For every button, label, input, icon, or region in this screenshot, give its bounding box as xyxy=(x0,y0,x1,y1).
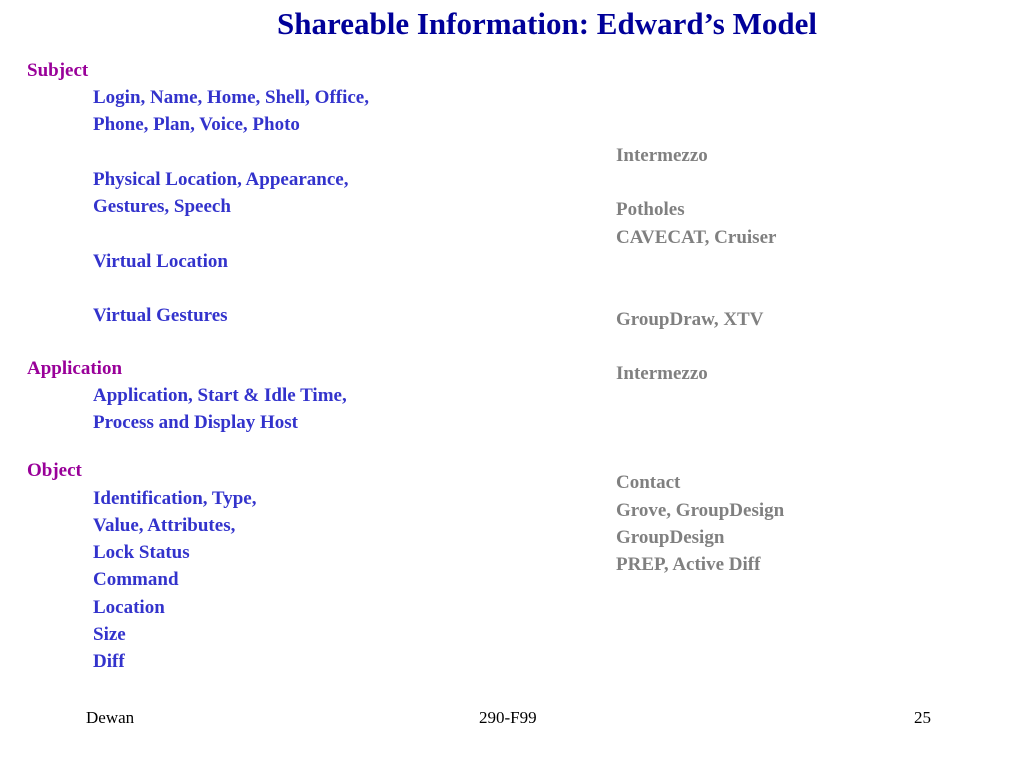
object-item: Command xyxy=(93,569,179,590)
object-item: Diff xyxy=(93,651,125,672)
subject-item: Gestures, Speech xyxy=(93,196,231,217)
subject-item: Login, Name, Home, Shell, Office, xyxy=(93,87,369,108)
example-system: GroupDesign xyxy=(616,527,725,548)
subject-item: Virtual Location xyxy=(93,251,228,272)
object-item: Lock Status xyxy=(93,542,190,563)
object-item: Location xyxy=(93,597,165,618)
example-system: PREP, Active Diff xyxy=(616,554,761,575)
example-system: Intermezzo xyxy=(616,363,708,384)
footer-author: Dewan xyxy=(86,708,135,727)
footer-page-number: 25 xyxy=(914,708,931,727)
example-system: Grove, GroupDesign xyxy=(616,500,785,521)
application-item: Process and Display Host xyxy=(93,412,298,433)
subject-item: Phone, Plan, Voice, Photo xyxy=(93,114,300,135)
example-system: Contact xyxy=(616,472,681,493)
object-item: Size xyxy=(93,624,126,645)
subject-item: Virtual Gestures xyxy=(93,305,228,326)
object-item: Value, Attributes, xyxy=(93,515,236,536)
section-heading-subject: Subject xyxy=(27,60,89,81)
section-heading-application: Application xyxy=(27,358,123,379)
application-item: Application, Start & Idle Time, xyxy=(93,385,347,406)
subject-item: Physical Location, Appearance, xyxy=(93,169,349,190)
object-item: Identification, Type, xyxy=(93,488,257,509)
example-system: GroupDraw, XTV xyxy=(616,309,764,330)
example-system: Intermezzo xyxy=(616,145,708,166)
section-heading-object: Object xyxy=(27,460,82,481)
slide-title: Shareable Information: Edward’s Model xyxy=(277,6,817,41)
example-system: CAVECAT, Cruiser xyxy=(616,227,777,248)
example-system: Potholes xyxy=(616,199,685,220)
footer-course: 290-F99 xyxy=(479,708,537,727)
